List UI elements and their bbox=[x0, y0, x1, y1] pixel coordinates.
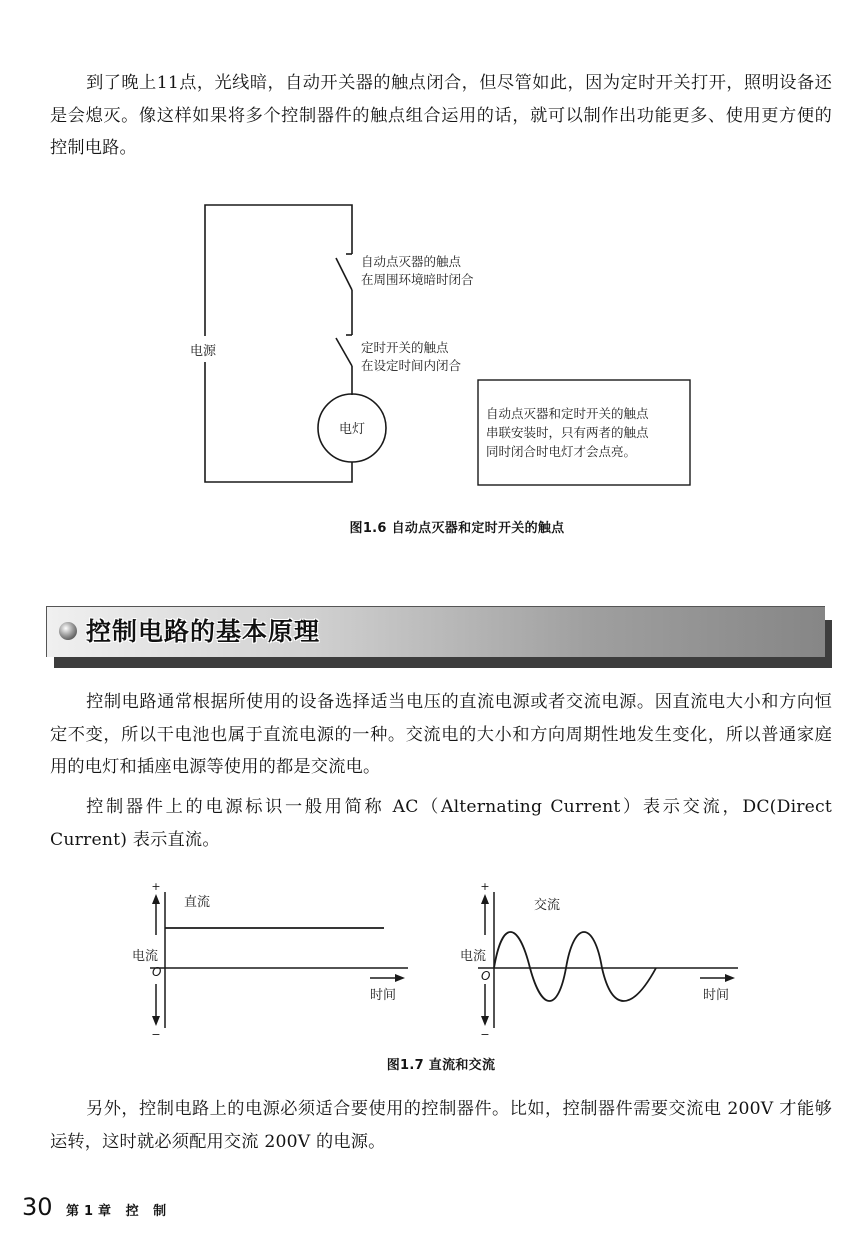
switch2-label-line1: 定时开关的触点 bbox=[361, 340, 449, 355]
paragraph-intro: 到了晚上11点，光线暗，自动开关器的触点闭合，但尽管如此，因为定时开关打开，照明设备还是会熄灭。像这样如果将多个控制器件的触点组合运用的话，就可以制作出功能更多、使用更方便的控制电路。 bbox=[50, 73, 832, 158]
dc-origin: O bbox=[152, 965, 162, 979]
paragraph-power-types: 控制电路通常根据所使用的设备选择适当电压的直流电源或者交流电源。因直流电大小和方向恒定不变，所以干电池也属于直流电源的一种。交流电的大小和方向周期性地发生变化，所以普通家庭用的电灯和插座电源等使用的都是交流电。 bbox=[50, 692, 832, 777]
switch1-label-line2: 在周围环境暗时闭合 bbox=[361, 272, 474, 287]
switch-contact-timer bbox=[336, 338, 352, 366]
arrowhead-icon bbox=[481, 894, 489, 904]
ac-sine-wave bbox=[494, 932, 656, 1001]
bullet-icon bbox=[59, 622, 77, 640]
lamp-label: 电灯 bbox=[338, 422, 366, 437]
ac-x-label: 时间 bbox=[703, 988, 730, 1003]
switch1-label-line1: 自动点灭器的触点 bbox=[361, 254, 462, 269]
ac-origin: O bbox=[481, 969, 491, 983]
page-number: 30 bbox=[22, 1193, 53, 1221]
dc-ac-graphs bbox=[0, 880, 850, 1040]
paragraph-ac-dc-notation: 控制器件上的电源标识一般用简称 AC（Alternating Current）表示交流，DC(Direct Current) 表示直流。 bbox=[50, 797, 832, 850]
dc-y-label: 电流 bbox=[132, 949, 159, 964]
power-label: 电源 bbox=[190, 344, 217, 359]
ac-y-label: 电流 bbox=[460, 949, 487, 964]
dc-plus-sign: + bbox=[151, 880, 161, 893]
dc-title: 直流 bbox=[184, 895, 211, 910]
arrowhead-icon bbox=[481, 1016, 489, 1026]
chapter-label: 第1章 控 制 bbox=[66, 1204, 172, 1219]
figure-caption-1-7: 图1.7 直流和交流 bbox=[386, 1058, 496, 1073]
ac-plus-sign: + bbox=[480, 880, 490, 893]
arrowhead-icon bbox=[395, 974, 405, 982]
dc-minus-sign: − bbox=[151, 1028, 161, 1040]
arrowhead-icon bbox=[152, 894, 160, 904]
ac-minus-sign: − bbox=[480, 1028, 490, 1040]
ac-title: 交流 bbox=[534, 898, 561, 913]
dc-x-label: 时间 bbox=[370, 988, 397, 1003]
note-line-3: 同时闭合时电灯才会点亮。 bbox=[486, 444, 637, 459]
section-title: 控制电路的基本原理 bbox=[86, 617, 321, 646]
switch2-label-line2: 在设定时间内闭合 bbox=[361, 358, 462, 373]
figure-caption-1-6: 图1.6 自动点灭器和定时开关的触点 bbox=[349, 521, 565, 536]
circuit-diagram bbox=[0, 0, 850, 560]
note-line-2: 串联安装时，只有两者的触点 bbox=[486, 425, 649, 440]
note-line-1: 自动点灭器和定时开关的触点 bbox=[486, 406, 649, 421]
paragraph-power-requirement: 另外，控制电路上的电源必须适合要使用的控制器件。比如，控制器件需要交流电 200V 才能够运转，这时就必须配用交流 200V 的电源。 bbox=[50, 1099, 832, 1152]
switch-contact-auto bbox=[336, 258, 352, 290]
arrowhead-icon bbox=[725, 974, 735, 982]
arrowhead-icon bbox=[152, 1016, 160, 1026]
